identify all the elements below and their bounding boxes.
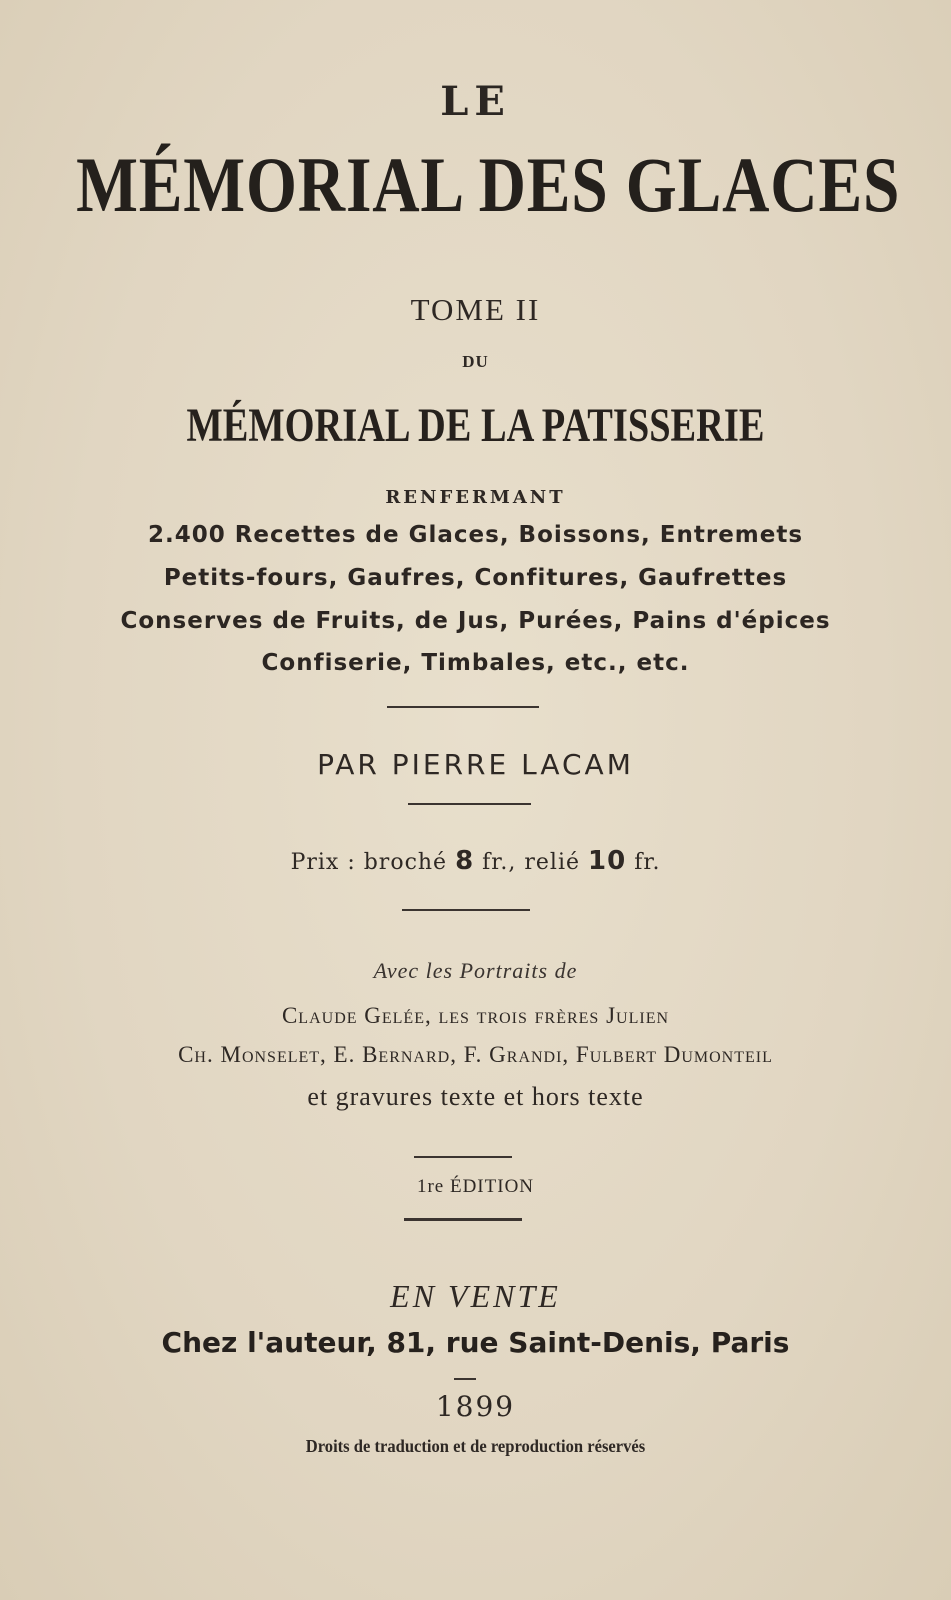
divider	[454, 1378, 476, 1380]
divider	[387, 706, 539, 708]
price-suffix: fr.	[626, 850, 661, 875]
rights-notice: Droits de traduction et de reproduction réservés	[305, 1436, 646, 1456]
portraits-intro: Avec les Portraits de	[373, 958, 578, 983]
series-title: MÉMORIAL DE LA PATISSERIE	[186, 399, 765, 452]
publisher-address: Chez l'auteur, 81, rue Saint-Denis, Paris	[161, 1326, 790, 1359]
recipes-line: Conserves de Fruits, de Jus, Purées, Pains d'épices	[120, 608, 831, 634]
engravings-line: et gravures texte et hors texte	[307, 1082, 644, 1111]
recipes-line: 2.400 Recettes de Glaces, Boissons, Entremets	[147, 522, 804, 548]
price-mid: fr., relié	[474, 850, 589, 875]
price-broche: 8	[455, 846, 475, 876]
recipes-line: Petits-fours, Gaufres, Confitures, Gaufrettes	[163, 565, 788, 591]
portraits-line: Claude Gelée, les trois frères Julien	[281, 1003, 670, 1028]
portraits-line: Ch. Monselet, E. Bernard, F. Grandi, Fulbert Dumonteil	[178, 1042, 773, 1067]
edition-label: 1re ÉDITION	[416, 1176, 535, 1197]
price-prefix: Prix : broché	[290, 850, 456, 875]
du-label: DU	[462, 352, 489, 371]
recipes-line: Confiserie, Timbales, etc., etc.	[261, 650, 690, 676]
author-line: PAR PIERRE LACAM	[317, 748, 634, 781]
publication-year: 1899	[435, 1390, 516, 1423]
title-article: LE	[440, 78, 511, 125]
volume-label: TOME II	[410, 292, 541, 327]
renfermant-label: RENFERMANT	[385, 487, 566, 508]
book-title: MÉMORIAL DES GLACES	[76, 141, 901, 228]
en-vente-label: EN VENTE	[390, 1278, 561, 1314]
divider	[402, 909, 530, 911]
divider	[404, 1218, 522, 1221]
divider	[408, 803, 531, 805]
divider	[414, 1156, 512, 1158]
price-line	[0, 846, 951, 876]
price-relie: 10	[588, 846, 627, 876]
